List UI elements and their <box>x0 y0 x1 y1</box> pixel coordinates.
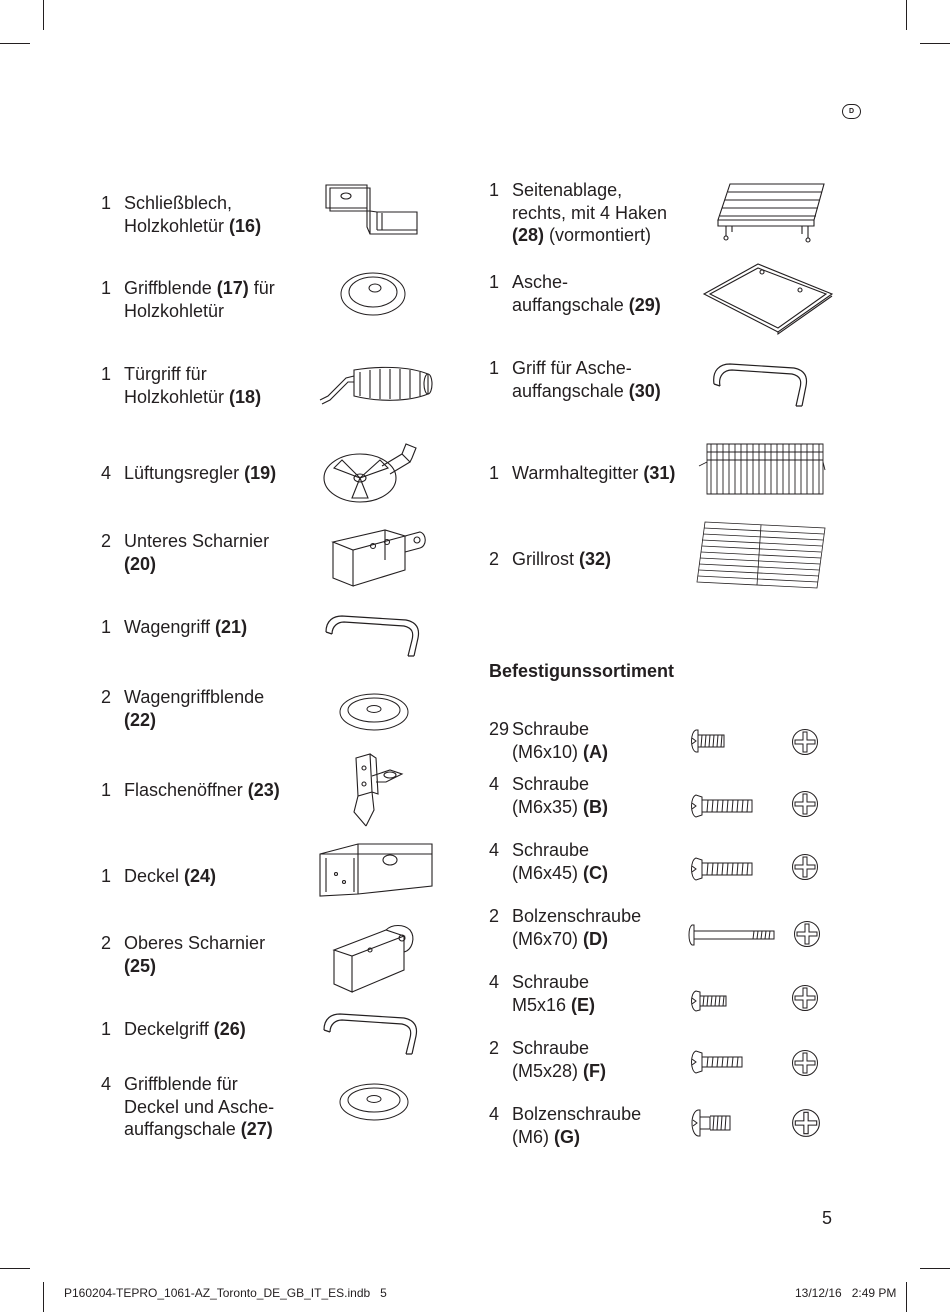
fastener-description: Schraube M5x16 (E) <box>512 972 596 1015</box>
page-number: 5 <box>822 1208 833 1228</box>
part-quantity: 1 <box>489 180 500 200</box>
phillips-head-icon <box>791 853 819 881</box>
crop-mark <box>906 0 907 30</box>
bolt-m6x70-icon <box>686 922 776 948</box>
bottle-opener-icon <box>346 752 406 830</box>
footer-timestamp: 13/12/16 2:49 PM <box>795 1286 897 1300</box>
screw-m6x10-icon <box>688 728 728 754</box>
part-quantity: 1 <box>489 272 500 292</box>
part-quantity: 4 <box>101 1074 112 1094</box>
part-description: Wagengriffblende (22) <box>124 687 265 730</box>
part-description: Griffblende für Deckel und Asche- auffangschale (27) <box>124 1074 275 1139</box>
crop-mark <box>0 1268 30 1269</box>
part-description: Griffblende (17) für Holzkohletür <box>124 278 275 321</box>
part-quantity: 1 <box>489 358 500 378</box>
ash-tray-handle-icon <box>710 360 810 410</box>
language-badge: D <box>842 104 861 119</box>
part-quantity: 1 <box>101 193 112 213</box>
part-description: Asche- auffangschale (29) <box>512 272 661 315</box>
crop-mark <box>0 43 30 44</box>
fastener-description: Schraube (M6x10) (A) <box>512 719 609 762</box>
part-description: Lüftungsregler (19) <box>124 463 277 483</box>
part-quantity: 1 <box>101 278 112 298</box>
crop-mark <box>43 0 44 30</box>
part-description: Deckelgriff (26) <box>124 1019 246 1039</box>
phillips-head-icon <box>793 920 821 948</box>
bolt-m6-icon <box>688 1108 734 1138</box>
lower-hinge-icon <box>325 520 430 590</box>
ash-tray-icon <box>700 262 835 337</box>
part-description: Türgriff für Holzkohletür (18) <box>124 364 262 407</box>
part-quantity: 1 <box>101 1019 112 1039</box>
phillips-head-icon <box>791 790 819 818</box>
part-description: Wagengriff (21) <box>124 617 248 637</box>
upper-hinge-icon <box>328 920 423 995</box>
phillips-head-icon <box>791 1108 821 1138</box>
fastener-quantity: 2 <box>489 1038 500 1058</box>
phillips-head-icon <box>791 1049 819 1077</box>
part-description: Griff für Asche- auffangschale (30) <box>512 358 661 401</box>
crop-mark <box>906 1282 907 1312</box>
part-description: Grillrost (32) <box>512 549 612 569</box>
fastener-description: Schraube (M6x35) (B) <box>512 774 609 817</box>
fastener-description: Schraube (M6x45) (C) <box>512 840 609 883</box>
part-description: Oberes Scharnier (25) <box>124 933 266 976</box>
part-quantity: 2 <box>101 933 112 953</box>
part-quantity: 1 <box>489 463 500 483</box>
part-description: Warmhaltegitter (31) <box>512 463 676 483</box>
part-quantity: 1 <box>101 866 112 886</box>
crop-mark <box>920 1268 950 1269</box>
part-description: Flaschenöffner (23) <box>124 780 280 800</box>
lid-handle-icon <box>320 1010 420 1058</box>
grill-grate-icon <box>695 518 827 590</box>
vent-regulator-icon <box>322 440 422 505</box>
part-description: Seitenablage, rechts, mit 4 Haken (28) (vormontiert) <box>512 180 668 245</box>
fastener-quantity: 4 <box>489 972 500 992</box>
crop-mark <box>920 43 950 44</box>
fastener-description: Schraube (M5x28) (F) <box>512 1038 606 1081</box>
part-quantity: 2 <box>101 531 112 551</box>
cart-handle-bezel-icon <box>338 690 410 732</box>
fastener-quantity: 4 <box>489 840 500 860</box>
screw-m5x28-icon <box>688 1049 744 1075</box>
part-quantity: 2 <box>101 687 112 707</box>
warming-rack-icon <box>697 440 827 498</box>
screw-m6x35-icon <box>688 793 754 819</box>
part-quantity: 4 <box>101 463 112 483</box>
screw-m5x16-icon <box>688 988 730 1014</box>
fastener-description: Bolzenschraube (M6) (G) <box>512 1104 642 1147</box>
part-description: Deckel (24) <box>124 866 217 886</box>
side-shelf-icon <box>712 180 832 245</box>
lock-plate-icon <box>322 182 422 242</box>
fastener-quantity: 4 <box>489 1104 500 1124</box>
fastener-quantity: 2 <box>489 906 500 926</box>
part-quantity: 1 <box>101 617 112 637</box>
cart-handle-icon <box>322 612 422 660</box>
crop-mark <box>43 1282 44 1312</box>
fastener-quantity: 29 <box>489 719 510 739</box>
part-quantity: 2 <box>489 549 500 569</box>
lid-handle-bezel-icon <box>338 1080 410 1122</box>
fastener-section-title: Befestigunssortiment <box>489 661 675 681</box>
part-description: Unteres Scharnier (20) <box>124 531 270 574</box>
phillips-head-icon <box>791 728 819 756</box>
fastener-description: Bolzenschraube (M6x70) (D) <box>512 906 642 949</box>
fastener-quantity: 4 <box>489 774 500 794</box>
phillips-head-icon <box>791 984 819 1012</box>
lid-icon <box>314 838 439 900</box>
handle-bezel-icon <box>339 268 409 318</box>
part-quantity: 1 <box>101 364 112 384</box>
part-description: Schließblech, Holzkohletür (16) <box>124 193 262 236</box>
part-quantity: 1 <box>101 780 112 800</box>
door-handle-icon <box>318 360 438 410</box>
footer-file-name: P160204-TEPRO_1061-AZ_Toronto_DE_GB_IT_ES.indb 5 <box>64 1286 387 1300</box>
screw-m6x45-icon <box>688 856 754 882</box>
